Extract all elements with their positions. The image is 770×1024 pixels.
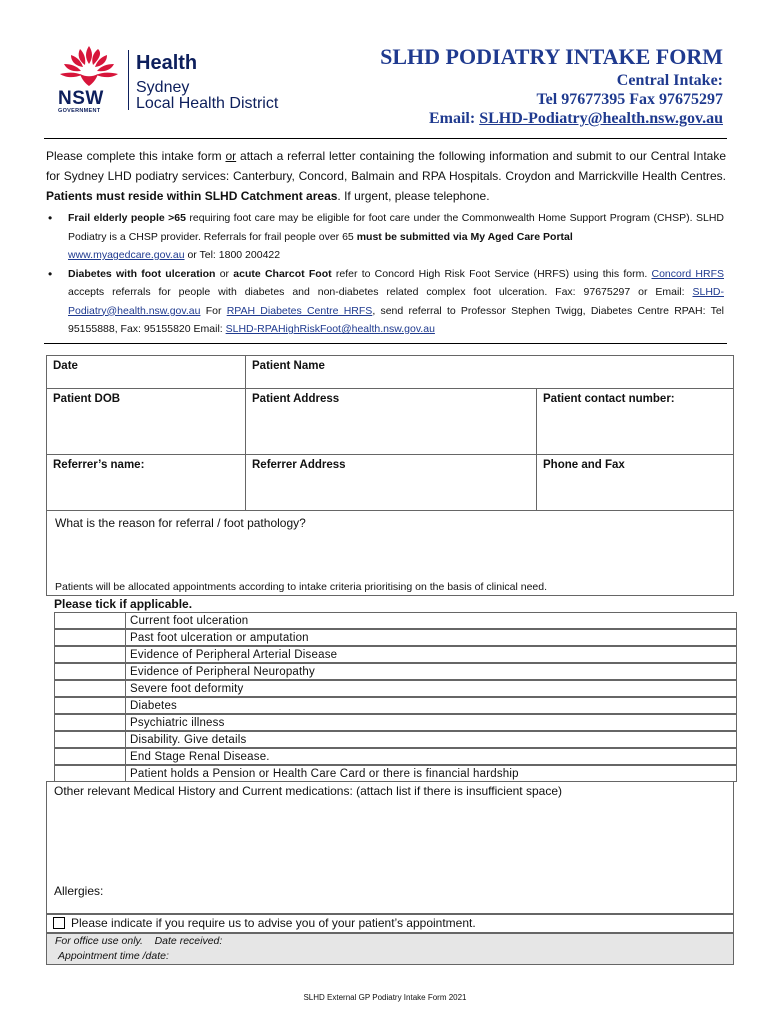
rpah-hrfs-link[interactable]: RPAH Diabetes Centre HRFS xyxy=(226,304,373,317)
referrer-address-field[interactable] xyxy=(245,454,537,511)
central-intake-email-line xyxy=(429,110,723,128)
tick-box[interactable] xyxy=(54,680,126,697)
b1-bold2: must be submitted via My Aged Care Portal xyxy=(356,230,573,243)
office-use-date-received: For office use only. Date received: xyxy=(55,935,223,947)
patient-name-field[interactable] xyxy=(245,355,734,389)
government-wordmark: GOVERNMENT xyxy=(58,108,101,114)
intro-text-3: . If urgent, please telephone. xyxy=(337,189,490,203)
b2-text3: For xyxy=(200,304,227,317)
patient-address-label: Patient Address xyxy=(252,393,340,405)
bullet-list xyxy=(44,209,724,339)
intro-text-2: attach a referral letter containing the following information and submit to our Central Intake for Sydney LHD podiatry services: Canterbury, Concord, Balmain and RPA Hospitals. Croydon and Marrickville Health Centres. xyxy=(46,149,727,183)
intro-text-1: Please complete this intake form xyxy=(46,149,226,163)
referrer-address-label: Referrer Address xyxy=(252,459,346,471)
b2-or: or xyxy=(215,267,234,280)
patient-contact-label: Patient contact number: xyxy=(543,393,675,405)
allocation-note: Patients will be allocated appointments according to intake criteria prioritising on the basis of clinical need. xyxy=(55,581,548,593)
tick-label: Evidence of Peripheral Neuropathy xyxy=(126,663,737,680)
b2-text1: refer to Concord High Risk Foot Service (HRFS) using this form. xyxy=(331,267,652,280)
patient-dob-field[interactable] xyxy=(46,388,246,455)
intro-or: or xyxy=(225,149,237,163)
tick-row xyxy=(54,765,737,782)
nsw-wordmark: NSW xyxy=(58,88,104,109)
medical-history-label: Other relevant Medical History and Current medications: (attach list if there is insufficient space) xyxy=(54,784,562,798)
tick-row xyxy=(54,748,737,765)
header-rule xyxy=(44,138,727,139)
tick-box[interactable] xyxy=(54,765,126,782)
patient-contact-field[interactable] xyxy=(536,388,734,455)
date-label: Date xyxy=(53,360,78,372)
allergies-label: Allergies: xyxy=(54,884,104,898)
tick-box[interactable] xyxy=(54,748,126,765)
central-intake-tel-fax: Tel 97677395 Fax 97675297 xyxy=(536,91,723,108)
tick-label: Past foot ulceration or amputation xyxy=(126,629,737,646)
b2-text2: accepts referrals for people with diabetes and non-diabetes related complex foot ulceration. Fax: 97675297 or Email: xyxy=(68,286,693,298)
logo-divider xyxy=(128,50,129,110)
tick-label: Disability. Give details xyxy=(126,731,737,748)
central-intake-label: Central Intake: xyxy=(616,72,723,89)
referrer-name-field[interactable] xyxy=(46,454,246,511)
tick-label: Severe foot deformity xyxy=(126,680,737,697)
bullet-diabetes xyxy=(68,265,724,339)
logo-district-line1: Sydney xyxy=(136,79,190,96)
slhd-logo xyxy=(58,44,308,114)
waratah-logo-icon xyxy=(58,44,120,88)
tick-box[interactable] xyxy=(54,629,126,646)
tick-row xyxy=(54,680,737,697)
form-title: SLHD PODIATRY INTAKE FORM xyxy=(380,44,723,69)
logo-district-line2: Local Health District xyxy=(136,95,279,112)
tick-row xyxy=(54,714,737,731)
b2-bold2: acute Charcot Foot xyxy=(233,267,332,280)
tick-label: Diabetes xyxy=(126,697,737,714)
b1-tel: or Tel: 1800 200422 xyxy=(184,249,281,261)
intro-paragraph xyxy=(46,146,726,206)
referrer-name-label: Referrer’s name: xyxy=(53,459,145,471)
page-footer: SLHD External GP Podiatry Intake Form 2021 xyxy=(303,993,467,1002)
advise-label: Please indicate if you require us to advise you of your patient’s appointment. xyxy=(71,916,476,930)
tick-box[interactable] xyxy=(54,663,126,680)
tick-label: Current foot ulceration xyxy=(126,612,737,629)
bullet-frail-elderly xyxy=(68,209,724,265)
tick-row xyxy=(54,697,737,714)
rpah-email-link[interactable]: SLHD-RPAHighRiskFoot@health.nsw.gov.au xyxy=(225,323,435,335)
tick-row xyxy=(54,731,737,748)
email-label: Email: xyxy=(428,110,480,127)
patient-dob-label: Patient DOB xyxy=(53,393,121,405)
tick-label: Psychiatric illness xyxy=(126,714,737,731)
date-field[interactable] xyxy=(46,355,246,389)
tick-label: End Stage Renal Disease. xyxy=(126,748,737,765)
phone-fax-label: Phone and Fax xyxy=(543,459,625,471)
tick-box[interactable] xyxy=(54,612,126,629)
logo-health-text: Health xyxy=(136,52,198,74)
tick-box[interactable] xyxy=(54,697,126,714)
central-intake-email-link[interactable]: SLHD-Podiatry@health.nsw.gov.au xyxy=(479,110,723,127)
tick-row xyxy=(54,646,737,663)
tick-label: Evidence of Peripheral Arterial Disease xyxy=(126,646,737,663)
office-use-appointment: Appointment time /date: xyxy=(58,950,169,962)
advise-checkbox[interactable] xyxy=(53,917,65,929)
tick-box[interactable] xyxy=(54,646,126,663)
patient-name-label: Patient Name xyxy=(252,360,325,372)
tick-label: Patient holds a Pension or Health Care Card or there is financial hardship xyxy=(126,765,737,782)
intro-box-rule xyxy=(44,343,727,344)
concord-hrfs-link[interactable]: Concord HRFS xyxy=(651,267,724,280)
tick-heading: Please tick if applicable. xyxy=(54,597,193,611)
tick-row xyxy=(54,612,737,629)
tick-box[interactable] xyxy=(54,714,126,731)
b1-text: requiring foot care may be eligible for foot care under the Commonwealth Home Support Program (CHSP). SLHD Podiatry is a CHSP provider. Referrals for frail people over 65 xyxy=(68,212,724,243)
phone-fax-field[interactable] xyxy=(536,454,734,511)
tick-row xyxy=(54,663,737,680)
reason-for-referral-label: What is the reason for referral / foot pathology? xyxy=(55,516,306,530)
b1-bold: Frail elderly people >65 xyxy=(68,212,186,224)
medical-history-field[interactable] xyxy=(46,781,734,914)
intro-catchment-note: Patients must reside within SLHD Catchment areas xyxy=(46,189,338,203)
slhd-podiatry-email-link[interactable]: SLHD-Podiatry@health.nsw.gov.au xyxy=(68,286,724,317)
patient-address-field[interactable] xyxy=(245,388,537,455)
tick-row xyxy=(54,629,737,646)
myagedcare-link[interactable]: www.myagedcare.gov.au xyxy=(68,249,185,261)
tick-box[interactable] xyxy=(54,731,126,748)
b2-text4: , send referral to Professor Stephen Twigg, Diabetes Centre RPAH: Tel 95155888, Fax: 95155820 Email: xyxy=(68,304,724,335)
b2-bold1: Diabetes with foot ulceration xyxy=(68,267,216,280)
